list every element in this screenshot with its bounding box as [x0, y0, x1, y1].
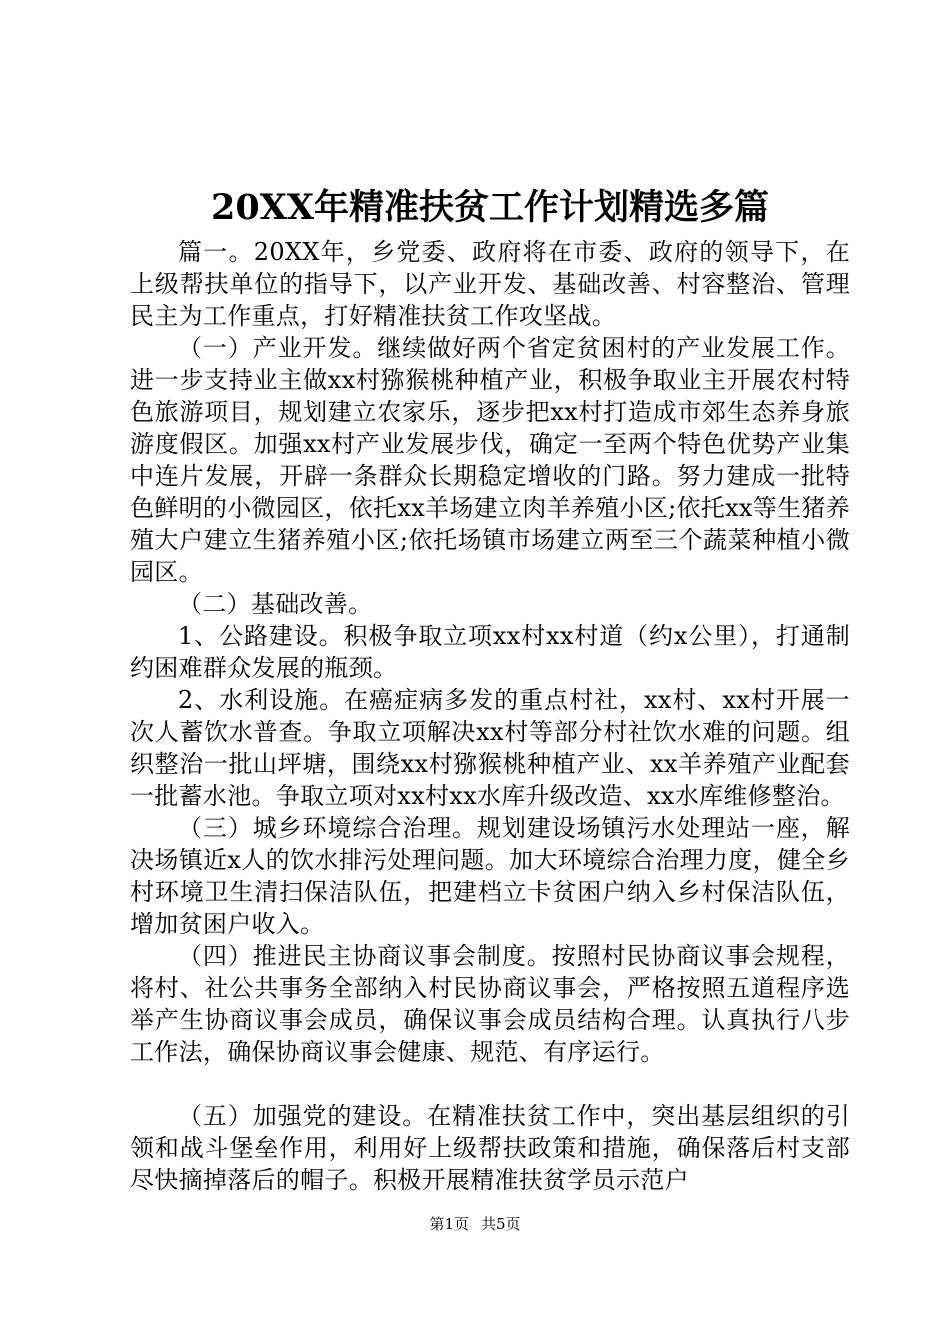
page-number-total: 共5页 [481, 1215, 521, 1233]
paragraph-water-facilities: 2、水利设施。在癌症病多发的重点村社，xx村、xx村开展一次人蓄饮水普查。争取立项解决xx村等部分村社饮水难的问题。组织整治一批山坪塘，围绕xx村猕猴桃种植产业、xx羊养殖产业配套一批蓄水池。争取立项对xx村xx水库升级改造、xx水库维修整治。 [130, 686, 850, 810]
paragraph-industry-development: （一）产业开发。继续做好两个省定贫困村的产业发展工作。进一步支持业主做xx村猕猴桃种植产业，积极争取业主开展农村特色旅游项目，规划建立农家乐，逐步把xx村打造成市郊生态养身旅游度假区。加强xx村产业发展步伐，确定一至两个特色优势产业集中连片发展，开辟一条群众长期稳定增收的门路。努力建成一批特色鲜明的小微园区，依托xx羊场建立肉羊养殖小区;依托xx等生猪养殖大户建立生猪养殖小区;依托场镇市场建立两至三个蔬菜种植小微园区。 [130, 334, 850, 586]
page-footer [0, 1214, 950, 1234]
paragraph-infrastructure-heading: （二）基础改善。 [178, 590, 373, 618]
paragraph-environment-governance: （三）城乡环境综合治理。规划建设场镇污水处理站一座，解决场镇近x人的饮水排污处理问题。加大环境综合治理力度，健全乡村环境卫生清扫保洁队伍，把建档立卡贫困户纳入乡村保洁队伍，增加贫困户收入。 [130, 814, 850, 938]
paragraph-intro: 篇一。20XX年，乡党委、政府将在市委、政府的领导下，在上级帮扶单位的指导下，以产业开发、基础改善、村容整治、管理民主为工作重点，打好精准扶贫工作攻坚战。 [130, 238, 850, 330]
document-title: 20XX年精准扶贫工作计划精选多篇 [210, 187, 770, 228]
paragraph-road-construction: 1、公路建设。积极争取立项xx村xx村道（约x公里），打通制约困难群众发展的瓶颈。 [130, 622, 850, 682]
page-number-current: 第1页 [429, 1215, 469, 1233]
paragraph-party-building: （五）加强党的建设。在精准扶贫工作中，突出基层组织的引领和战斗堡垒作用，利用好上级帮扶政策和措施，确保落后村支部尽快摘掉落后的帽子。积极开展精准扶贫学员示范户 [130, 1102, 850, 1194]
paragraph-democratic-consultation: （四）推进民主协商议事会制度。按照村民协商议事会规程，将村、社公共事务全部纳入村民协商议事会，严格按照五道程序选举产生协商议事会成员，确保议事会成员结构合理。认真执行八步工作法，确保协商议事会健康、规范、有序运行。 [130, 942, 850, 1066]
document-body [130, 236, 850, 1196]
